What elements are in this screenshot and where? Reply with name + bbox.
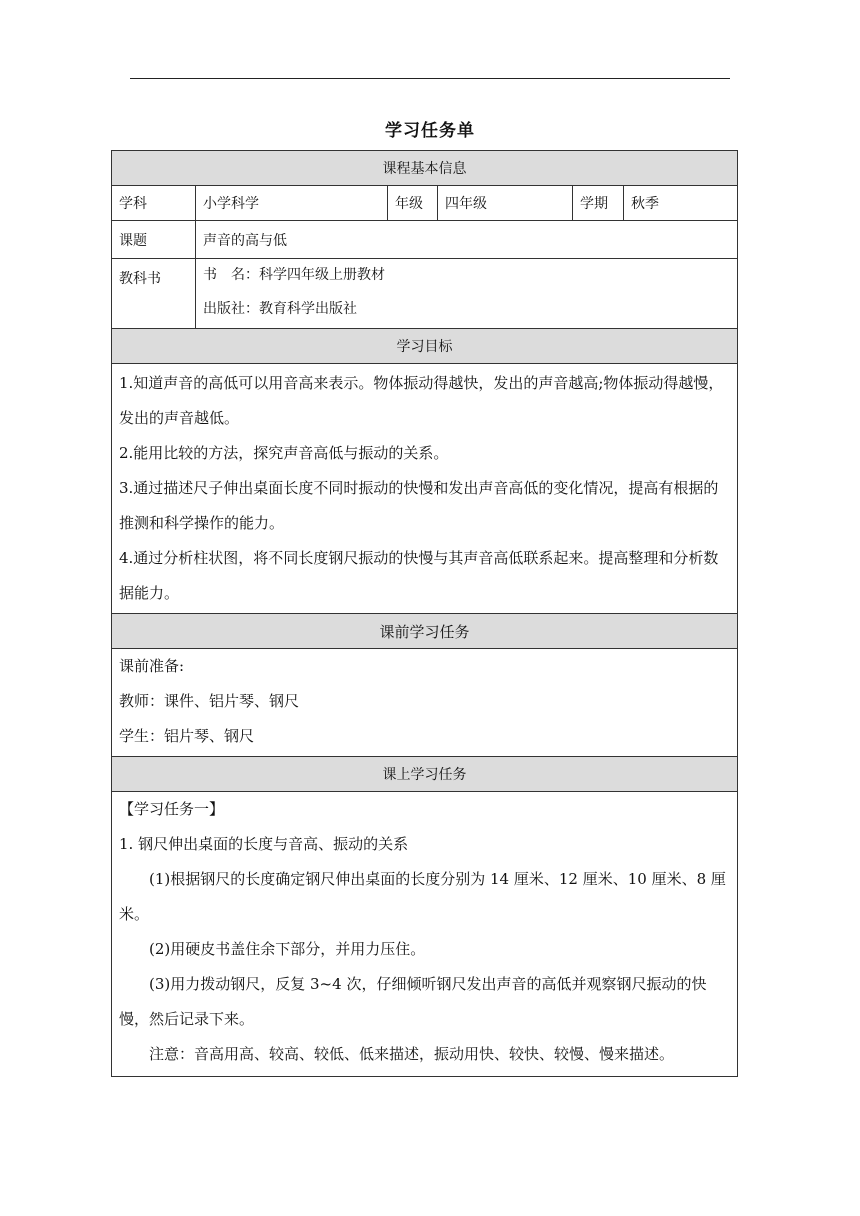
- basic-info-row: [112, 186, 737, 221]
- objective-item: 3.通过描述尺子伸出桌面长度不同时振动的快慢和发出声音高低的变化情况，提高有根据的推测和科学操作的能力。: [119, 479, 719, 532]
- textbook-name: 书 名：科学四年级上册教材: [203, 267, 385, 283]
- in-class-content: [112, 792, 737, 1076]
- topic-label: 课题: [112, 221, 196, 258]
- pre-class-teacher: 教师：课件、铝片琴、钢尺: [119, 692, 300, 710]
- subject-label: 学科: [112, 186, 196, 220]
- header-rule: [130, 78, 730, 79]
- term-value: 秋季: [631, 196, 659, 212]
- task-item-title: 1. 钢尺伸出桌面的长度与音高、振动的关系: [119, 835, 409, 853]
- term-label: 学期: [573, 186, 624, 220]
- subject-value: 小学科学: [196, 186, 388, 220]
- task-step: (1)根据钢尺的长度确定钢尺伸出桌面的长度分别为 14 厘米、12 厘米、10 厘米、8 厘米。: [119, 870, 726, 923]
- objective-item: 4.通过分析柱状图，将不同长度钢尺振动的快慢与其声音高低联系起来。提高整理和分析数据能力。: [119, 549, 719, 602]
- textbook-row: [112, 259, 737, 329]
- pre-class-header: 课前学习任务: [112, 614, 737, 649]
- basic-info-header: 课程基本信息: [112, 151, 737, 186]
- objectives-header: 学习目标: [112, 329, 737, 364]
- task-step: (2)用硬皮书盖住余下部分，并用力压住。: [149, 940, 426, 958]
- objective-item: 2.能用比较的方法，探究声音高低与振动的关系。: [119, 444, 449, 462]
- task-sheet-table: [111, 150, 738, 1077]
- pre-class-content: [112, 649, 737, 757]
- objectives-list: [112, 364, 737, 614]
- in-class-header: 课上学习任务: [112, 757, 737, 792]
- task-note: 注意：音高用高、较高、较低、低来描述，振动用快、较快、较慢、慢来描述。: [149, 1045, 675, 1063]
- topic-value: 声音的高与低: [203, 232, 287, 249]
- document-title: 学习任务单: [385, 121, 475, 141]
- topic-row: [112, 221, 737, 259]
- grade-value: 四年级: [438, 186, 573, 220]
- textbook-publisher: 出版社：教育科学出版社: [203, 301, 357, 317]
- pre-class-student: 学生：铝片琴、钢尺: [119, 727, 255, 745]
- textbook-info: [196, 259, 737, 328]
- textbook-label: 教科书: [112, 259, 196, 328]
- grade-label: 年级: [388, 186, 438, 220]
- pre-class-prep: 课前准备:: [119, 657, 185, 675]
- objective-item: 1.知道声音的高低可以用音高来表示。物体振动得越快，发出的声音越高;物体振动得越慢，发出的声音越低。: [119, 374, 724, 427]
- task-title: 【学习任务一】: [119, 800, 225, 818]
- task-step: (3)用力拨动钢尺，反复 3~4 次，仔细倾听钢尺发出声音的高低并观察钢尺振动的快慢，然后记录下来。: [119, 975, 707, 1028]
